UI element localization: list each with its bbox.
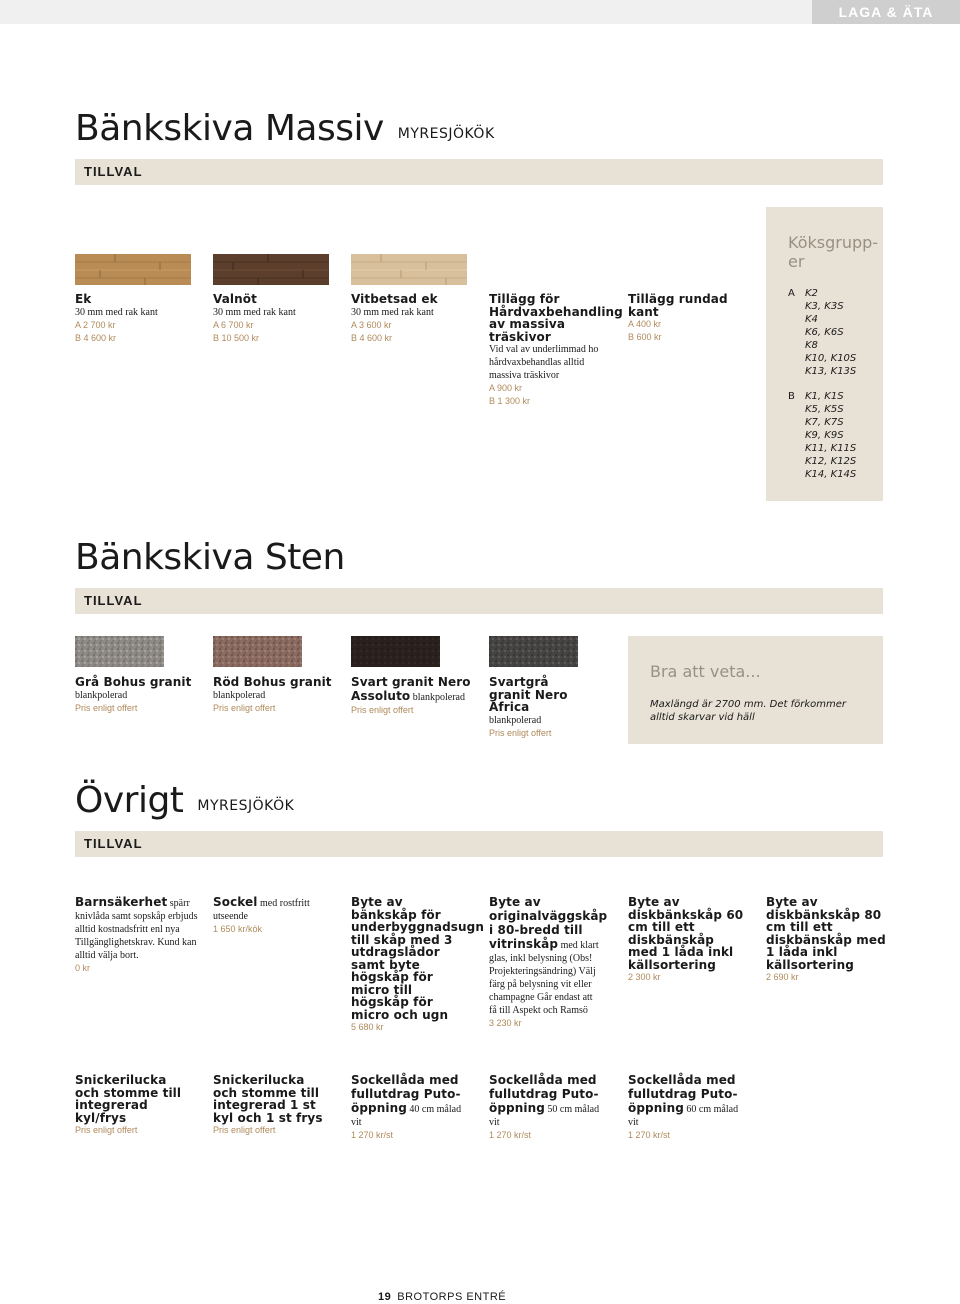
- svartgra-granit-swatch: [489, 636, 605, 667]
- item-title: Byte av bänkskåp för underbyggnadsugn till skåp med 3 utdragslådor samt byte högskåp för micro till högskåp för micro och ugn: [351, 895, 484, 1022]
- item-desc: 30 mm med rak kant: [213, 306, 296, 318]
- ovrigt-item-snickerilucka-kyl-och-frys: [213, 1074, 331, 1137]
- item-price: Pris enligt offert: [213, 702, 276, 713]
- item-price-a: A 3 600 kr: [351, 319, 392, 330]
- ovrigt-heading: [75, 780, 294, 821]
- ovrigt-item-sockellada-40: [351, 1074, 467, 1142]
- massiv-title: Bänkskiva Massiv: [75, 108, 384, 149]
- item-title: Snickerilucka och stomme till integrerad kyl/frys: [75, 1073, 182, 1125]
- massiv-brand: MYRESJÖKÖK: [397, 126, 495, 142]
- item-title: Tillägg för Hårdvaxbehandling av massiva träskivor: [489, 292, 623, 344]
- group-b-letter: B: [788, 391, 795, 402]
- item-title: Svart granit Nero Assoluto: [351, 675, 471, 703]
- sten-item-nero-assoluto: [351, 676, 476, 717]
- item-price: 2 300 kr: [628, 972, 661, 982]
- item-title: Ek: [75, 292, 92, 306]
- item-title: Sockellåda med fullutdrag Puto-öppning: [351, 1073, 461, 1115]
- massiv-item-valnot: [213, 293, 338, 345]
- group-b-list: [805, 390, 856, 481]
- group-b: [788, 390, 878, 490]
- group-item: K8: [805, 340, 818, 351]
- item-title: Valnöt: [213, 292, 257, 306]
- group-item: K11, K11S: [805, 443, 857, 454]
- item-title: Svartgrå granit Nero Africa: [489, 675, 568, 714]
- item-price: Pris enligt offert: [75, 702, 138, 713]
- group-item: K6, K6S: [805, 327, 844, 338]
- gra-granit-swatch: [75, 636, 191, 667]
- ovrigt-item-vitrinskap: [489, 895, 608, 1030]
- group-item: K12, K12S: [805, 456, 857, 467]
- item-title: Vitbetsad ek: [351, 292, 438, 306]
- item-title: Barnsäkerhet: [75, 895, 168, 909]
- rod-granit-swatch: [213, 636, 329, 667]
- item-price: Pris enligt offert: [489, 727, 552, 738]
- ovrigt-item-sockel: [213, 896, 318, 936]
- item-price-a: A 400 kr: [628, 319, 662, 329]
- massiv-item-ek: [75, 293, 200, 345]
- item-desc: spärr knivlåda samt sopskåp erbjuds alltid kostnadsfritt enl nya Tillgänglighetskrav. Kund kan alltid välja bort.: [75, 898, 198, 961]
- item-price-b: B 10 500 kr: [213, 332, 260, 343]
- sten-heading: Bänkskiva Sten: [75, 537, 345, 578]
- massiv-item-vitbetsad-ek: [351, 293, 476, 345]
- item-desc: 30 mm med rak kant: [351, 306, 434, 318]
- svart-granit-swatch: [351, 636, 467, 667]
- ovrigt-title: Övrigt: [75, 780, 184, 821]
- item-desc: blankpolerad: [412, 692, 465, 703]
- group-item: K1, K1S: [805, 391, 844, 402]
- ovrigt-item-bankskap: [351, 895, 484, 1034]
- ovrigt-tillval-band: TILLVAL: [75, 831, 883, 857]
- item-desc: med klart glas, inkl belysning (Obs! Projekteringsändring) Välj färg på belysning vit eller champagne Går endast att få till Aspekt och Ramsö: [489, 940, 599, 1016]
- info-heading: Bra att veta...: [650, 662, 761, 681]
- item-price-b: B 4 600 kr: [351, 332, 393, 343]
- page-footer: [378, 1291, 506, 1303]
- group-a-list: [805, 287, 856, 378]
- ovrigt-item-diskbank-60: [628, 896, 746, 984]
- group-a-letter: A: [788, 288, 795, 299]
- sten-tillval-band: TILLVAL: [75, 588, 883, 614]
- item-price-a: A 2 700 kr: [75, 319, 116, 330]
- info-text: Maxlängd är 2700 mm. Det förkommer alltid skarvar vid häll: [650, 699, 847, 723]
- sten-item-rod-bohus: [213, 676, 341, 715]
- group-item: K4: [805, 314, 818, 325]
- group-item: K5, K5S: [805, 404, 844, 415]
- item-title: Byte av diskbänkskåp 80 cm till ett diskbänskåp med 1 låda inkl källsortering: [766, 895, 886, 972]
- group-item: K10, K10S: [805, 353, 857, 364]
- group-item: K3, K3S: [805, 301, 844, 312]
- valnot-swatch: [213, 254, 329, 285]
- item-desc: 30 mm med rak kant: [75, 306, 158, 318]
- sten-item-nero-africa: [489, 676, 587, 740]
- ek-swatch: [75, 254, 191, 285]
- item-title: Röd Bohus granit: [213, 675, 332, 689]
- section-tab: LAGA & ÄTA: [812, 0, 960, 24]
- item-desc: 60 cm målad vit: [628, 1104, 739, 1128]
- group-item: K2: [805, 288, 818, 299]
- massiv-item-rundad-kant: [628, 293, 753, 344]
- group-item: K14, K14S: [805, 469, 857, 480]
- item-title: Byte av diskbänkskåp 60 cm till ett diskbänskåp med 1 låda inkl källsortering: [628, 895, 744, 972]
- item-price: 1 270 kr/st: [628, 1130, 671, 1140]
- item-desc: 50 cm målad vit: [489, 1104, 600, 1128]
- footer-name: BROTORPS ENTRÉ: [397, 1291, 507, 1303]
- massiv-heading: [75, 108, 495, 149]
- item-desc: 40 cm målad vit: [351, 1104, 462, 1128]
- top-bar: [0, 0, 960, 24]
- item-price-a: A 6 700 kr: [213, 319, 254, 330]
- item-price: 1 650 kr/kök: [213, 924, 263, 934]
- item-desc: med rostfritt utseende: [213, 898, 310, 922]
- item-price: 5 680 kr: [351, 1022, 384, 1032]
- page-number: 19: [378, 1291, 392, 1303]
- group-item: K7, K7S: [805, 417, 844, 428]
- item-title: Snickerilucka och stomme till integrerad 1 st kyl och 1 st frys: [213, 1073, 323, 1125]
- ovrigt-item-sockellada-60: [628, 1074, 744, 1142]
- ovrigt-item-barnsakerhet: [75, 896, 200, 975]
- item-price-a: A 900 kr: [489, 383, 523, 393]
- item-title: Byte av originalväggskåp i 80-bredd till vitrinskåp: [489, 895, 608, 951]
- item-price: 1 270 kr/st: [489, 1130, 532, 1140]
- item-price: 2 690 kr: [766, 972, 799, 982]
- vitbetsad-ek-swatch: [351, 254, 467, 285]
- item-title: Sockellåda med fullutdrag Puto-öppning: [489, 1073, 599, 1115]
- item-price: 3 230 kr: [489, 1018, 522, 1028]
- item-price: 0 kr: [75, 963, 91, 973]
- group-item: K9, K9S: [805, 430, 844, 441]
- item-price: Pris enligt offert: [75, 1125, 138, 1135]
- massiv-tillval-band: TILLVAL: [75, 159, 883, 185]
- sten-item-gra-bohus: [75, 676, 203, 715]
- ovrigt-item-snickerilucka-kylfrys: [75, 1074, 193, 1137]
- item-price-b: B 4 600 kr: [75, 332, 117, 343]
- item-price: 1 270 kr/st: [351, 1130, 394, 1140]
- item-desc: Vid val av underlimmad ho hårdvaxbehandlas alltid massiva träskivor: [489, 344, 599, 381]
- item-price-b: B 600 kr: [628, 332, 662, 342]
- item-desc: blankpolerad: [75, 689, 128, 701]
- item-price: Pris enligt offert: [351, 705, 414, 715]
- ovrigt-brand: MYRESJÖKÖK: [197, 798, 295, 814]
- item-title: Grå Bohus granit: [75, 675, 192, 689]
- massiv-item-hardvax: [489, 292, 623, 408]
- koksgrupper-box: [766, 207, 883, 501]
- item-price-b: B 1 300 kr: [489, 396, 531, 406]
- ovrigt-item-sockellada-50: [489, 1074, 605, 1142]
- group-item: K13, K13S: [805, 366, 857, 377]
- item-title: Sockellåda med fullutdrag Puto-öppning: [628, 1073, 738, 1115]
- group-a: [788, 287, 878, 387]
- item-price: Pris enligt offert: [213, 1125, 276, 1135]
- item-title: Sockel: [213, 895, 258, 909]
- ovrigt-item-diskbank-80: [766, 896, 886, 984]
- bra-att-veta-box: [628, 636, 883, 744]
- koksgrupper-heading: Köksgrupp-er: [788, 233, 879, 271]
- item-desc: blankpolerad: [489, 714, 542, 726]
- item-title: Tillägg rundad kant: [628, 292, 728, 319]
- item-desc: blankpolerad: [213, 689, 266, 701]
